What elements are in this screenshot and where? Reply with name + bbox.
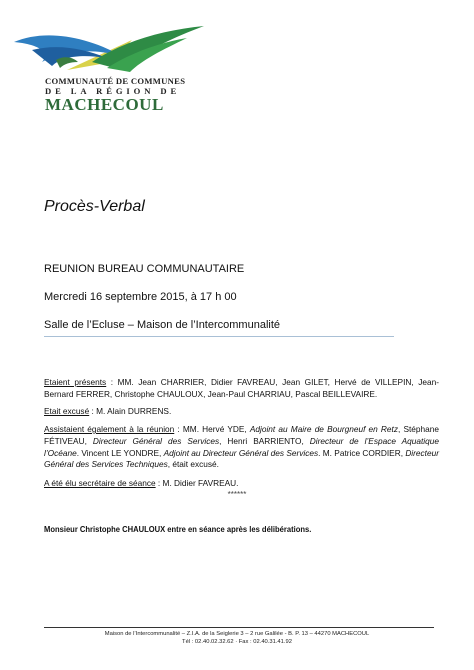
meeting-name: REUNION BUREAU COMMUNAUTAIRE — [44, 263, 245, 275]
excused-paragraph — [44, 406, 439, 418]
logo-text-line3: MACHECOUL — [45, 95, 164, 114]
also-role-2: Directeur Général des Services — [92, 435, 220, 446]
logo-bird-graphic — [12, 22, 212, 82]
also-present-paragraph — [44, 424, 439, 471]
meeting-place: Salle de l’Ecluse – Maison de l’Intercommunalité — [44, 319, 281, 331]
present-text: : MM. Jean CHARRIER, Didier FAVREAU, Jean GILET, Hervé de VILLEPIN, Jean-Bernard FERRER, Christophe CHAULOUX, Jean-Paul CHARRIAU, Pascal BEILLEVAIRE. — [44, 377, 439, 399]
also-label: Assistaient également à la réunion — [44, 424, 175, 434]
footer-address: Maison de l’Intercommunalité – Z.I.A. de la Seiglerie 3 – 2 rue Galilée - B. P. 13 – 44270 MACHECOUL — [104, 631, 370, 637]
also-role-4: Adjoint au Directeur Général des Services — [163, 447, 319, 458]
also-text-1: : MM. Hervé YDE, — [174, 424, 250, 434]
also-role-5: Directeur Général des Services Techniques — [44, 447, 439, 470]
excused-text: : M. Alain DURRENS. — [89, 406, 172, 416]
header-divider — [44, 336, 394, 337]
also-text-3: , Henri BARRIENTO, — [219, 435, 310, 446]
opening-statement: Monsieur Christophe CHAULOUX entre en séance après les délibérations. — [44, 525, 312, 534]
present-label: Etaient présents — [44, 377, 107, 387]
logo-text-line2: DE LA RÉGION DE — [45, 86, 181, 96]
also-text-6: , était excusé. — [167, 459, 219, 470]
organization-logo — [12, 22, 212, 114]
excused-label: Etait excusé — [44, 406, 90, 416]
document-title: Procès-Verbal — [44, 198, 145, 215]
also-text-2: , Stéphane FÉTIVEAU, — [44, 424, 439, 446]
also-role-1: Adjoint au Maire de Bourgneuf en Retz — [249, 424, 398, 434]
secretary-paragraph — [44, 478, 439, 490]
attendees-paragraph — [44, 377, 439, 401]
also-text-4: . Vincent LE YONDRE, — [76, 447, 164, 458]
meeting-date: Mercredi 16 septembre 2015, à 17 h 00 — [44, 291, 237, 303]
secretary-text: : M. Didier FAVREAU. — [155, 478, 239, 488]
also-text-5: . M. Patrice CORDIER, — [318, 447, 406, 458]
secretary-label: A été élu secrétaire de séance — [44, 478, 156, 488]
footer-contact: Tél : 02.40.02.32.62 · Fax : 02.40.31.41.92 — [182, 639, 292, 645]
section-separator: ****** — [227, 490, 247, 499]
also-role-3: Directeur de l’Espace Aquatique l’Océane — [44, 435, 439, 458]
footer-divider — [44, 627, 434, 628]
logo-text-line1: COMMUNAUTÉ DE COMMUNES — [45, 76, 186, 86]
